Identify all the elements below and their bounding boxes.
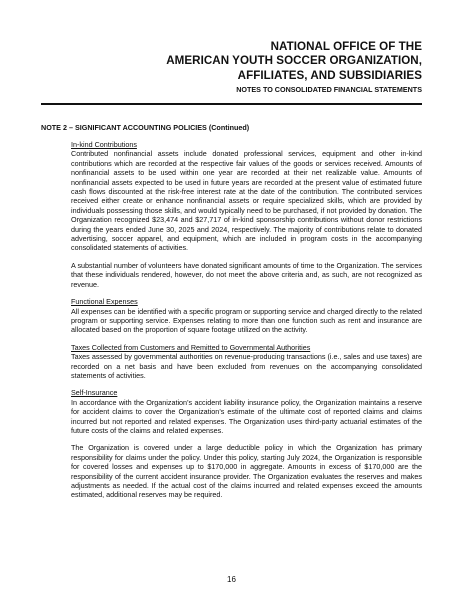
note-title: NOTE 2 – SIGNIFICANT ACCOUNTING POLICIES (Continued) xyxy=(41,123,250,132)
page-number: 16 xyxy=(227,575,236,584)
paragraph: In accordance with the Organization’s accident liability insurance policy, the Organization maintains a reserve for accident claims to cover the Organization’s estimate of the ultimate cost of reported claims and claims incurred but not reported and related expenses. The Organization uses third-party actuarial estimates of the future costs of the claims and related expenses. xyxy=(71,397,422,435)
subheading-self-insurance: Self-Insurance xyxy=(71,388,118,398)
paragraph: A substantial number of volunteers have donated significant amounts of time to the Organization. The services that these individuals rendered, however, do not meet the above criteria and, as such, are not recognized as revenue. xyxy=(71,260,422,289)
subheading-in-kind-contributions: In-kind Contributions xyxy=(71,140,137,149)
header-title-line-3: AFFILIATES, AND SUBSIDIARIES xyxy=(237,68,422,82)
paragraph: All expenses can be identified with a specific program or supporting service and charged directly to the related program or supporting service. Expenses relating to more than one function such as rent and insurance are allocated based on the proportion of square footage utilized on the activity. xyxy=(71,306,422,335)
header-title-line-2: AMERICAN YOUTH SOCCER ORGANIZATION, xyxy=(166,54,422,68)
header-title-line-1: NATIONAL OFFICE OF THE xyxy=(270,40,422,53)
subheading-taxes-collected: Taxes Collected from Customers and Remitted to Governmental Authorities xyxy=(71,342,311,352)
paragraph: Taxes assessed by governmental authorities on revenue-producing transactions (i.e., sales and use taxes) are recorded on a net basis and have been excluded from revenues on the accompanying consolidated statements of activities. xyxy=(71,352,422,380)
paragraph: Contributed nonfinancial assets include donated professional services, equipment and other in-kind contributions which are recorded at the respective fair values of the goods or services received. Amounts of nonfinancial assets to be used within one year are recorded at their net realizable value. Amounts of nonfinancial assets expected to be used in future years are recorded at the present value of estimated future cash flows discounted at the risk-free interest rate at the date of the contribution. The contributed services received either create or enhance nonfinancial assets or require specialized skills, which are provided by individuals possessing those skills, and would typically need to be purchased, if not provided by donation. The Organization recognized $23,474 and $27,717 of in-kind sponsorship contributions without donor restrictions during the years ended June 30, 2025 and 2024, respectively. The majority of contributions relate to donated advertising, soccer apparel, and equipment, which are included in program costs in the accompanying consolidated statements of activities. xyxy=(71,149,422,253)
header-divider xyxy=(41,103,422,105)
paragraph: The Organization is covered under a large deductible policy in which the Organization has primary responsibility for claims under the policy. Under this policy, starting July 2024, the Organization is responsible for covered losses and expenses up to $170,000 in aggregate. Amounts in excess of $170,000 are the responsibility of the current accident insurance provider. The Organization evaluates the reserves and makes adjustments as needed. If the actual cost of the claims incurred and related expenses exceed the amounts estimated, additional reserves may be required. xyxy=(71,443,422,500)
note-content xyxy=(41,123,422,508)
note-body xyxy=(71,140,422,500)
header-subtitle: NOTES TO CONSOLIDATED FINANCIAL STATEMENTS xyxy=(236,84,422,94)
subheading-functional-expenses: Functional Expenses xyxy=(71,297,138,307)
document-header xyxy=(166,40,422,95)
